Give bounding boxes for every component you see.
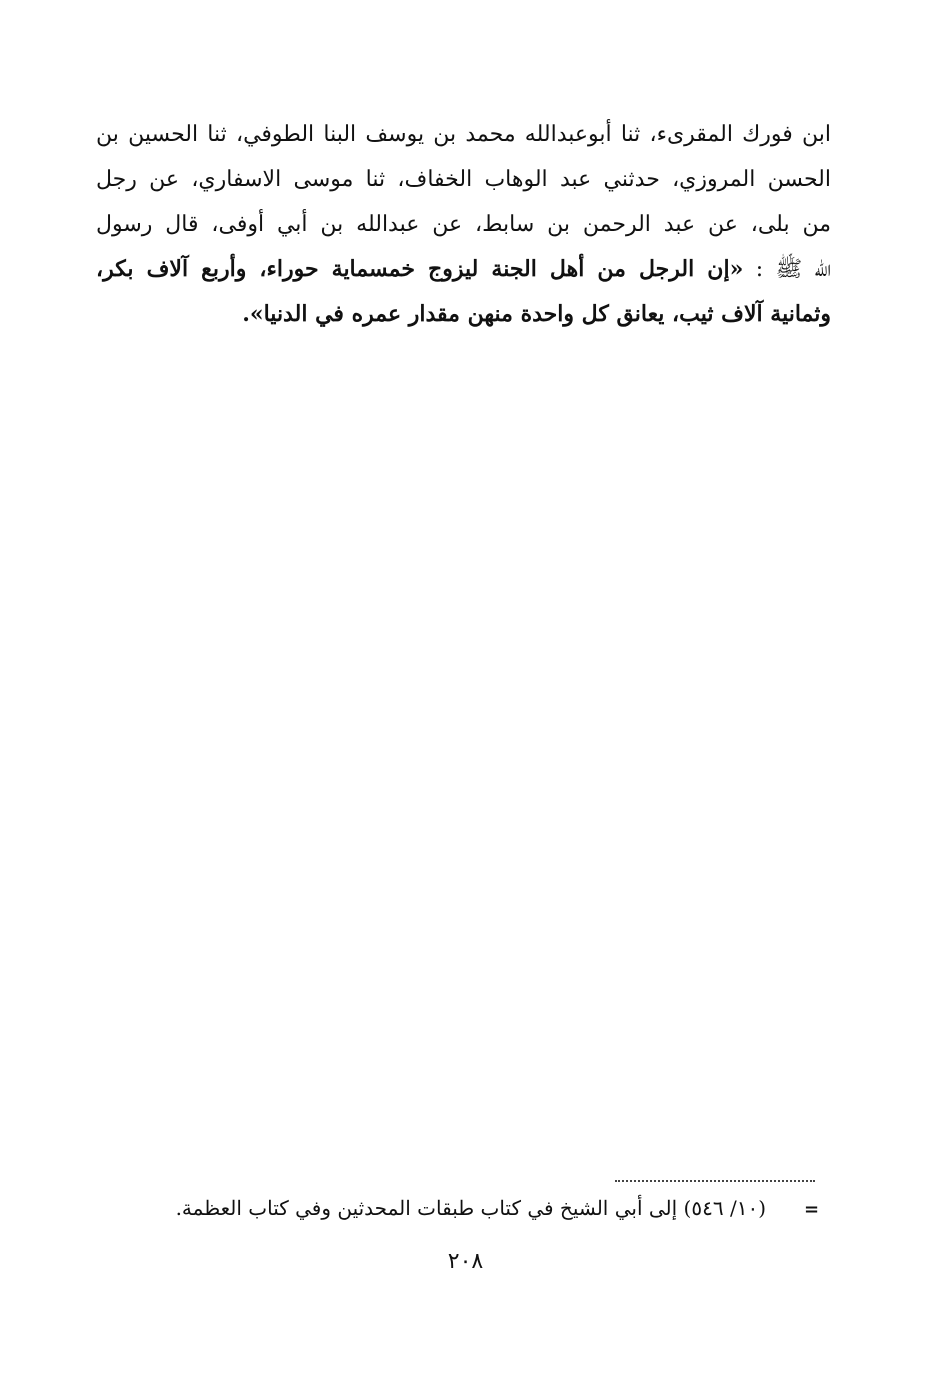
page-number: ٢٠٨ [447,1249,484,1274]
footnote-separator [615,1180,815,1182]
body-line-1: ابن فورك المقرىء، ثنا أبوعبدالله محمد بن يوسف البنا الطوفي، ثنا الحسين بن [96,122,831,147]
hadith-text-end: وثمانية آلاف ثيب، يعانق كل واحدة منهن مقدار عمره في الدنيا». [242,301,831,327]
hadith-attribution: الله ﷺ : [743,257,832,282]
body-line-5 [96,292,831,337]
hadith-text-start: «إن الرجل من أهل الجنة ليزوج خمسماية حوراء، وأربع آلاف بكر، [96,256,744,282]
footnote-marker: = [804,1199,820,1220]
body-text [96,112,831,337]
body-line-3: من بلى، عن عبد الرحمن بن سابط، عن عبدالله بن أبي أوفى، قال رسول [96,212,831,237]
body-line-4 [96,247,831,292]
footnote-text: (١٠/ ٥٤٦) إلى أبي الشيخ في كتاب طبقات المحدثين وفي كتاب العظمة. [175,1196,766,1220]
body-line-2: الحسن المروزي، حدثني عبد الوهاب الخفاف، ثنا موسى الاسفاري، عن رجل [96,167,831,192]
